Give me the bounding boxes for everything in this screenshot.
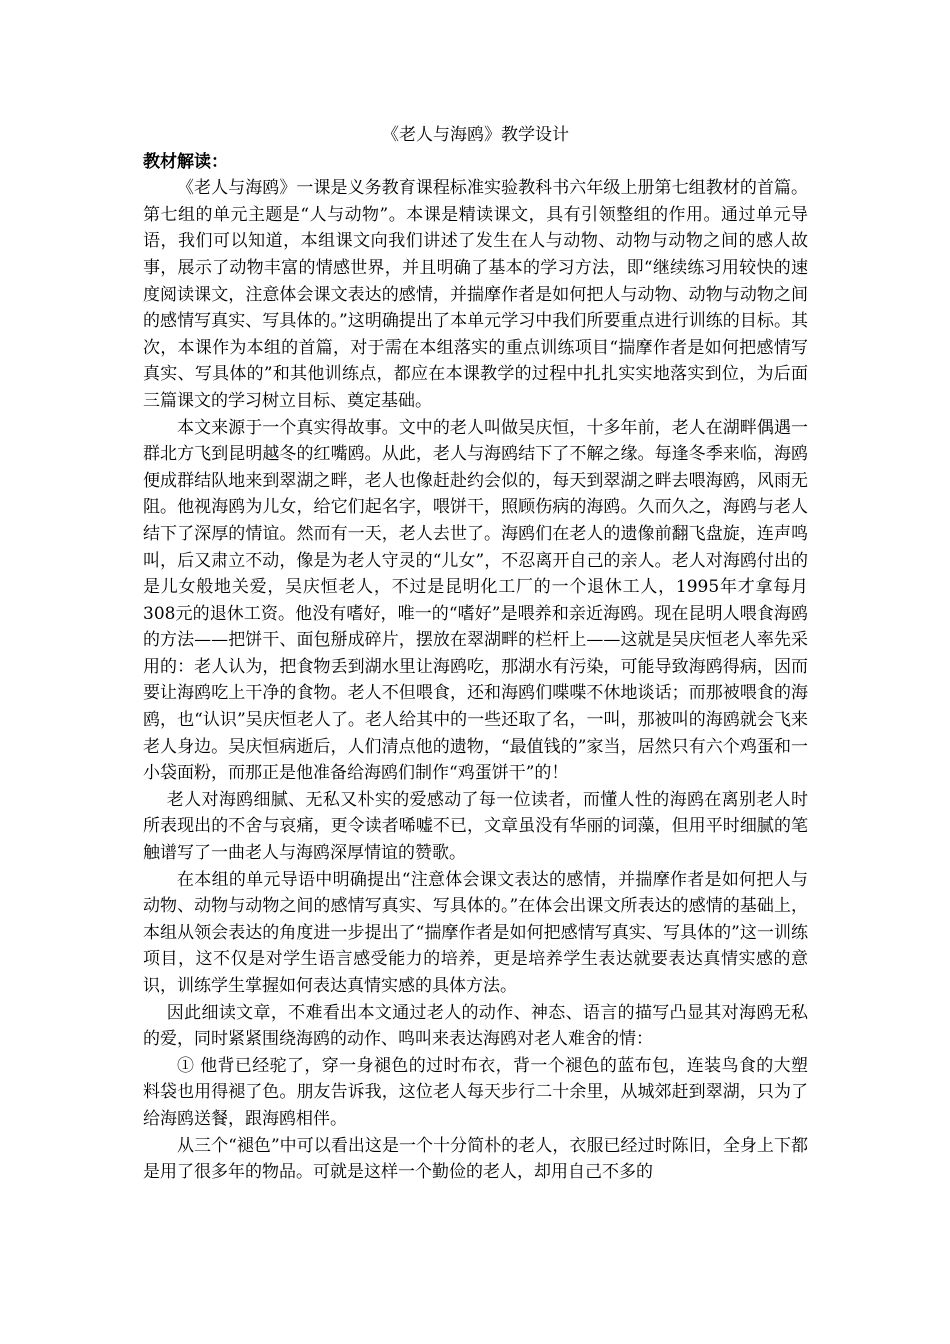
paragraph: 本文来源于一个真实得故事。文中的老人叫做吴庆恒，十多年前，老人在湖畔偶遇一群北方飞到昆明越冬的红嘴鸥。从此，老人与海鸥结下了不解之缘。每逢冬季来临，海鸥便成群结队地来到翠湖之畔，老人也像赶赴约会似的，每天到翠湖之畔去喂海鸥，风雨无阻。他视海鸥为儿女，给它们起名字，喂饼干，照顾伤病的海鸥。久而久之，海鸥与老人结下了深厚的情谊。然而有一天，老人去世了。海鸥们在老人的遗像前翻飞盘旋，连声鸣叫，后又肃立不动，像是为老人守灵的“儿女”，不忍离开自己的亲人。老人对海鸥付出的是儿女般地关爱，吴庆恒老人，不过是昆明化工厂的一个退休工人，1995年才拿每月308元的退休工资。他没有嗜好，唯一的“嗜好”是喂养和亲近海鸥。现在昆明人喂食海鸥的方法——把饼干、面包掰成碎片，摆放在翠湖畔的栏杆上——这就是吴庆恒老人率先采用的：老人认为，把食物丢到湖水里让海鸥吃，那湖水有污染，可能导致海鸥得病，因而要让海鸥吃上干净的食物。老人不但喂食，还和海鸥们喋喋不休地谈话；而那被喂食的海鸥，也“认识”吴庆恒老人了。老人给其中的一些还取了名，一叫，那被叫的海鸥就会飞来老人身边。吴庆恒病逝后，人们清点他的遗物，“最值钱的”家当，居然只有六个鸡蛋和一小袋面粉，而那正是他准备给海鸥们制作“鸡蛋饼干”的！ xyxy=(143,417,808,784)
document-page xyxy=(143,122,808,1186)
paragraph: ① 他背已经驼了，穿一身褪色的过时布衣，背一个褪色的蓝布包，连装鸟食的大塑料袋也用得褪了色。朋友告诉我，这位老人每天步行二十余里，从城郊赶到翠湖，只为了给海鸥送餐，跟海鸥相伴。 xyxy=(143,1055,808,1129)
paragraph: 《老人与海鸥》一课是义务教育课程标准实验教科书六年级上册第七组教材的首篇。第七组的单元主题是“人与动物”。本课是精读课文，具有引领整组的作用。通过单元导语，我们可以知道，本组课文向我们讲述了发生在人与动物、动物与动物之间的感人故事，展示了动物丰富的情感世界，并且明确了基本的学习方法，即“继续练习用较快的速度阅读课文，注意体会课文表达的感情，并揣摩作者是如何把人与动物、动物与动物之间的感情写真实、写具体的。”这明确提出了本单元学习中我们所要重点进行训练的目标。其次，本课作为本组的首篇，对于需在本组落实的重点训练项目“揣摩作者是如何把感情写真实、写具体的”和其他训练点，都应在本课教学的过程中扎扎实实地落实到位，为后面三篇课文的学习树立目标、奠定基础。 xyxy=(143,178,808,411)
paragraph: 因此细读文章，不难看出本文通过老人的动作、神态、语言的描写凸显其对海鸥无私的爱，同时紧紧围绕海鸥的动作、鸣叫来表达海鸥对老人难舍的情： xyxy=(143,1002,808,1050)
paragraph: 老人对海鸥细腻、无私又朴实的爱感动了每一位读者，而懂人性的海鸥在离别老人时所表现出的不舍与哀痛，更令读者唏嘘不已，文章虽没有华丽的词藻，但用平时细腻的笔触谱写了一曲老人与海鸥深厚情谊的赞歌。 xyxy=(143,789,808,864)
paragraph: 从三个“褪色”中可以看出这是一个十分简朴的老人，衣服已经过时陈旧，全身上下都是用了很多年的物品。可就是这样一个勤俭的老人，却用自己不多的 xyxy=(143,1135,808,1183)
paragraph: 在本组的单元导语中明确提出“注意体会课文表达的感情，并揣摩作者是如何把人与动物、动物与动物之间的感情写真实、写具体的。”在体会出课文所表达的感情的基础上，本组从领会表达的角度进一步提出了“揣摩作者是如何把感情写真实、写具体的”这一训练项目，这不仅是对学生语言感受能力的培养，更是培养学生表达就要表达真情实感的意识，训练学生掌握如何表达真情实感的具体方法。 xyxy=(143,869,808,996)
document-title: 《老人与海鸥》教学设计 xyxy=(382,125,569,145)
section-heading: 教材解读： xyxy=(143,151,228,172)
